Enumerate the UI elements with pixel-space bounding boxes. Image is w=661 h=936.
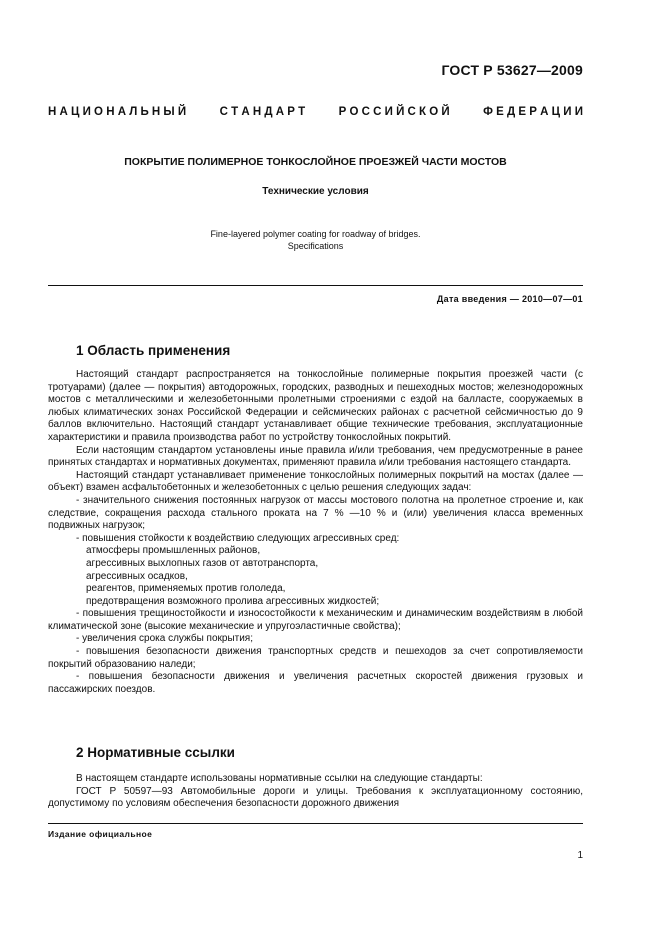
document-title: ПОКРЫТИЕ ПОЛИМЕРНОЕ ТОНКОСЛОЙНОЕ ПРОЕЗЖЕЙ ЧАСТИ МОСТОВ <box>124 156 507 168</box>
introduction-date: Дата введения — 2010—07—01 <box>436 294 583 304</box>
sub-list-item: агрессивных выхлопных газов от автотранспорта, <box>86 557 319 569</box>
paragraph: Настоящий стандарт устанавливает применение тонкослойных полимерных покрытий на мостах (далее — объект) взамен асфальтобетонных и железобетонных с целью решения следующих задач: <box>48 469 583 494</box>
reference-entry: ГОСТ Р 50597—93 Автомобильные дороги и улицы. Требования к эксплуатационному состоянию, допустимому по условиям обеспечения безопасности дорожного движения <box>48 785 583 810</box>
sub-list-item: предотвращения возможного пролива агрессивных жидкостей; <box>86 595 380 607</box>
english-title-line: Fine-layered polymer coating for roadway of bridges. <box>210 229 421 239</box>
section-2-heading: 2 Нормативные ссылки <box>76 745 235 760</box>
banner-word: Р О С С И Й С К О Й <box>338 106 450 118</box>
list-item: - увеличения срока службы покрытия; <box>76 633 253 645</box>
list-item: - повышения безопасности движения транспортных средств и пешеходов за счет сопротивляемости покрытий образованию наледи; <box>48 646 583 670</box>
title-divider <box>48 285 583 286</box>
section-1-body <box>48 369 583 696</box>
paragraph: В настоящем стандарте использованы нормативные ссылки на следующие стандарты: <box>76 773 483 784</box>
national-standard-banner <box>48 106 583 118</box>
section-2-body <box>48 773 583 811</box>
page-number: 1 <box>577 850 583 861</box>
english-title <box>48 228 583 252</box>
edition-label: Издание официальное <box>48 829 153 839</box>
list-item: - повышения безопасности движения и увеличения расчетных скоростей движения грузовых и пассажирских поездов. <box>48 671 583 695</box>
sub-list-item: реагентов, применяемых против гололеда, <box>86 583 286 595</box>
banner-word: Н А Ц И О Н А Л Ь Н Ы Й <box>48 106 187 118</box>
banner-word: С Т А Н Д А Р Т <box>219 106 306 118</box>
english-title-line: Specifications <box>287 241 344 251</box>
sub-list-item: агрессивных осадков, <box>86 570 188 582</box>
document-subtitle: Технические условия <box>262 186 369 197</box>
list-item: - значительного снижения постоянных нагрузок от массы мостового полотна на пролетное строение и, как следствие, сокращения расхода стального проката на 7 % —10 % и (или) увеличения класса временных подвижных нагрузок; <box>48 494 583 532</box>
sub-list-item: атмосферы промышленных районов, <box>86 545 261 557</box>
document-number: ГОСТ Р 53627—2009 <box>441 62 583 78</box>
banner-word: Ф Е Д Е Р А Ц И И <box>483 106 583 118</box>
paragraph: Настоящий стандарт распространяется на тонкослойные полимерные покрытия проезжей части (с тротуарами) (далее — покрытия) автодорожных, городских, разводных и пешеходных мостов; железнодорожных мостов с металлическими и железобетонными пролетными строениями с ездой на балласте, сооружаемых в любых климатических зонах Российской Федерации и сейсмических районах с расчетной сейсмичностью до 9 баллов включительно. Настоящий стандарт устанавливает общие технические требования, эксплуатационные характеристики и правила производства работ по устройству тонкослойных покрытий. <box>48 369 583 443</box>
footer-divider <box>48 823 583 824</box>
paragraph: Если настоящим стандартом установлены иные правила и/или требования, чем предусмотренные в ранее принятых стандартах и нормативных документах, применяют правила и/или требования настоящего стандарта. <box>48 444 583 469</box>
list-item: - повышения трещиностойкости и износостойкости к механическим и динамическим воздействиям в любой климатической зоне (высокие механические и упругоэластичные свойства); <box>48 608 583 632</box>
list-item: - повышения стойкости к воздействию следующих агрессивных сред: <box>76 532 400 544</box>
section-1-heading: 1 Область применения <box>76 343 231 358</box>
